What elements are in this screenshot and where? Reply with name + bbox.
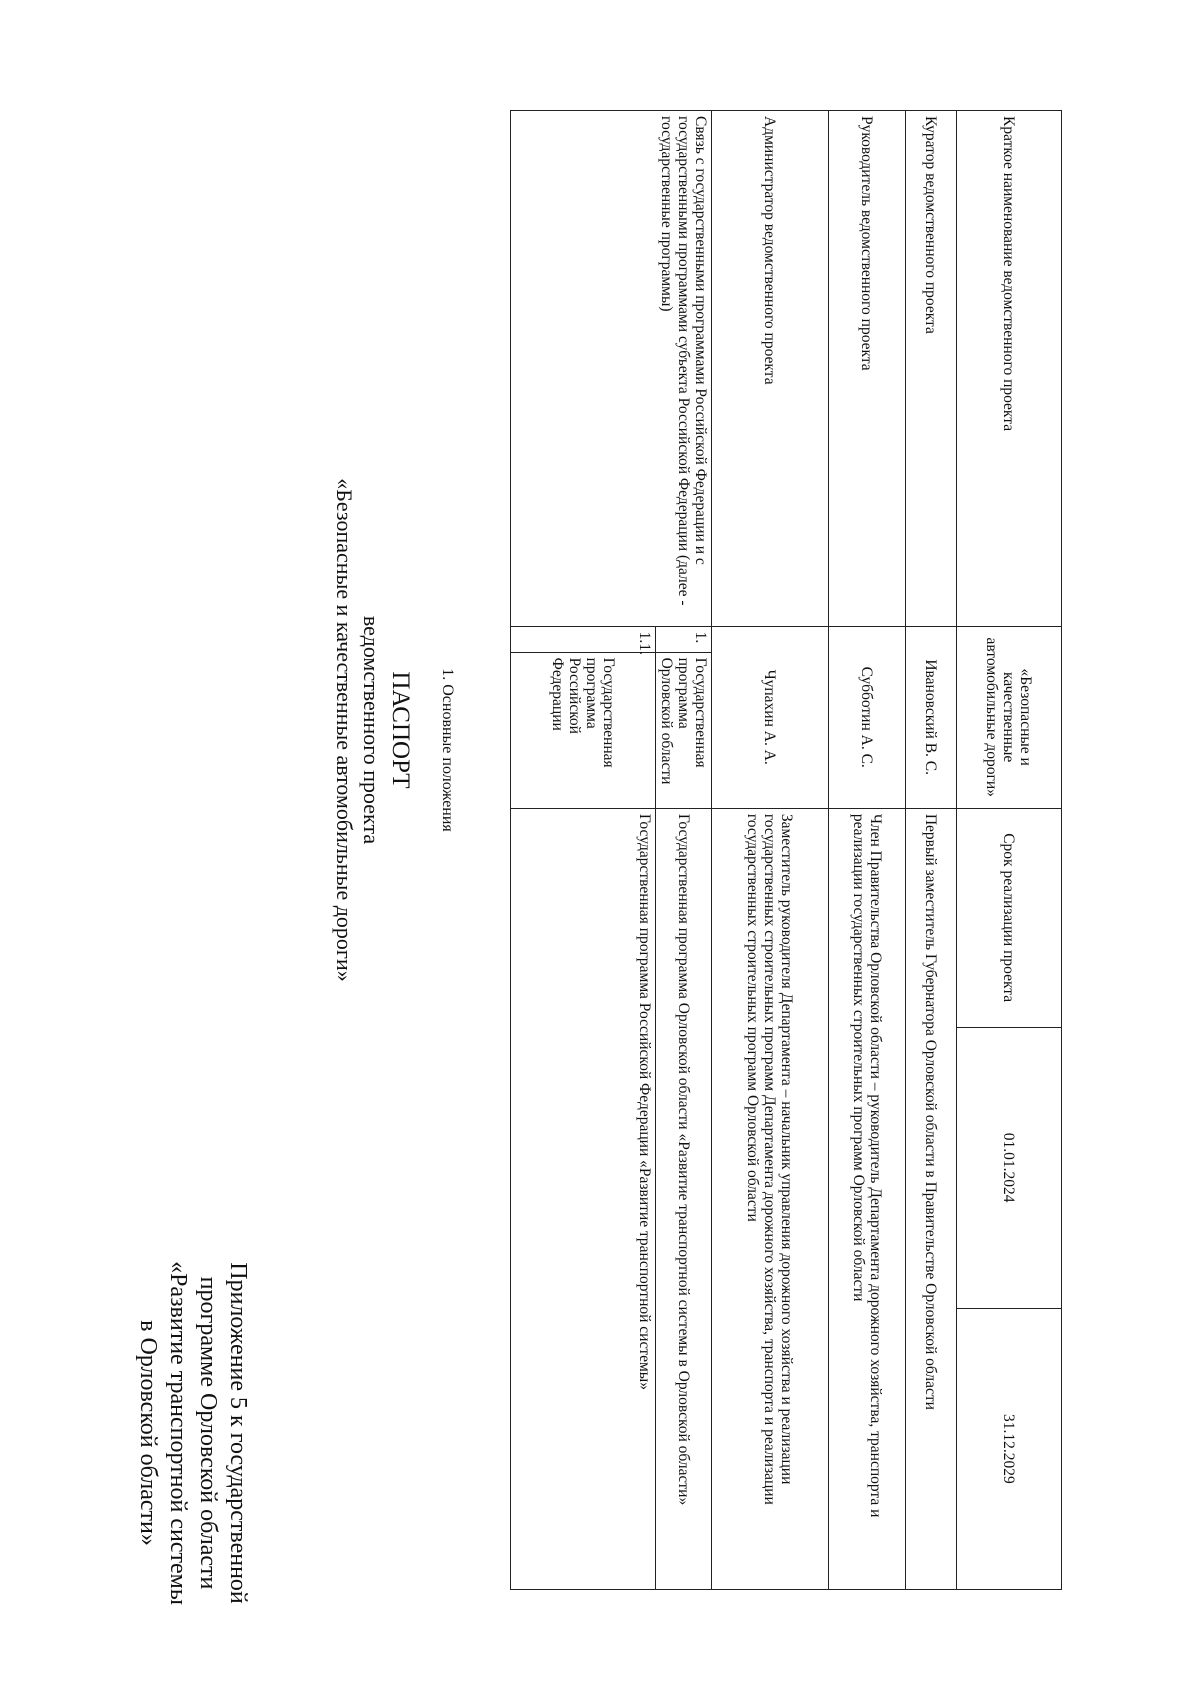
appendix-line-4: в Орловской области» xyxy=(135,1320,161,1546)
term-label: Срок реализации проекта xyxy=(957,808,1062,1027)
link-program-type: Государственная программа Орловской области xyxy=(656,652,712,808)
appendix-line-3: «Развитие транспортной системы xyxy=(165,1261,191,1605)
passport-heading xyxy=(331,350,415,1110)
admin-label: Администратор ведомственного проекта xyxy=(712,111,829,627)
appendix-note xyxy=(133,1183,253,1683)
appendix-line-2: программе Орловской области xyxy=(195,1276,221,1590)
link-number: 1. xyxy=(656,626,712,652)
term-start-date: 01.01.2024 xyxy=(957,1027,1062,1308)
head-position: Член Правительства Орловской области – руководитель Департамента дорожного хозяйства, транспорта и реализации государственных строительных программ Орловской области xyxy=(829,808,906,1589)
head-name: Субботин А. С. xyxy=(829,626,906,808)
row-curator xyxy=(906,111,957,1590)
link-program-name: Государственная программа Орловской области «Развитие транспортной системы в Орловской области» xyxy=(656,808,712,1589)
head-label: Руководитель ведомственного проекта xyxy=(829,111,906,627)
curator-name: Ивановский В. С. xyxy=(906,626,957,808)
curator-label: Куратор ведомственного проекта xyxy=(906,111,957,627)
row-short-name xyxy=(957,111,1062,1590)
passport-title: ПАСПОРТ xyxy=(387,671,414,789)
appendix-line-1: Приложение 5 к государственной xyxy=(225,1262,251,1604)
short-name-label: Краткое наименование ведомственного проекта xyxy=(957,111,1062,627)
row-head xyxy=(829,111,906,1590)
passport-subtitle: ведомственного проекта xyxy=(359,615,384,845)
row-link-1 xyxy=(656,111,712,1590)
admin-position: Заместитель руководителя Департамента – начальник управления дорожного хозяйства и реализации государственных строительных программ Департамента дорожного хозяйства, транспорта и реализации государственных строительных программ Орловской области xyxy=(712,808,829,1589)
short-name-value: «Безопасные и качественные автомобильные дороги» xyxy=(957,626,1062,808)
admin-name: Чупахин А. А. xyxy=(712,626,829,808)
curator-position: Первый заместитель Губернатора Орловской области в Правительстве Орловской области xyxy=(906,808,957,1589)
links-label: Связь с государственными программами Российской Федерации и с государственными программами субъекта Российской Федерации (далее - государственные программы) xyxy=(511,111,712,627)
link-program-type: Государственная программа Российской Федерации xyxy=(511,652,656,808)
link-program-name: Государственная программа Российской Федерации «Развитие транспортной системы» xyxy=(511,808,656,1589)
passport-table xyxy=(510,110,1062,1590)
section-title: 1. Основные положения xyxy=(439,668,456,832)
project-name-heading: «Безопасные и качественные автомобильные дороги» xyxy=(332,478,357,982)
row-admin xyxy=(712,111,829,1590)
link-number: 1.1. xyxy=(511,626,656,652)
term-end-date: 31.12.2029 xyxy=(957,1308,1062,1589)
